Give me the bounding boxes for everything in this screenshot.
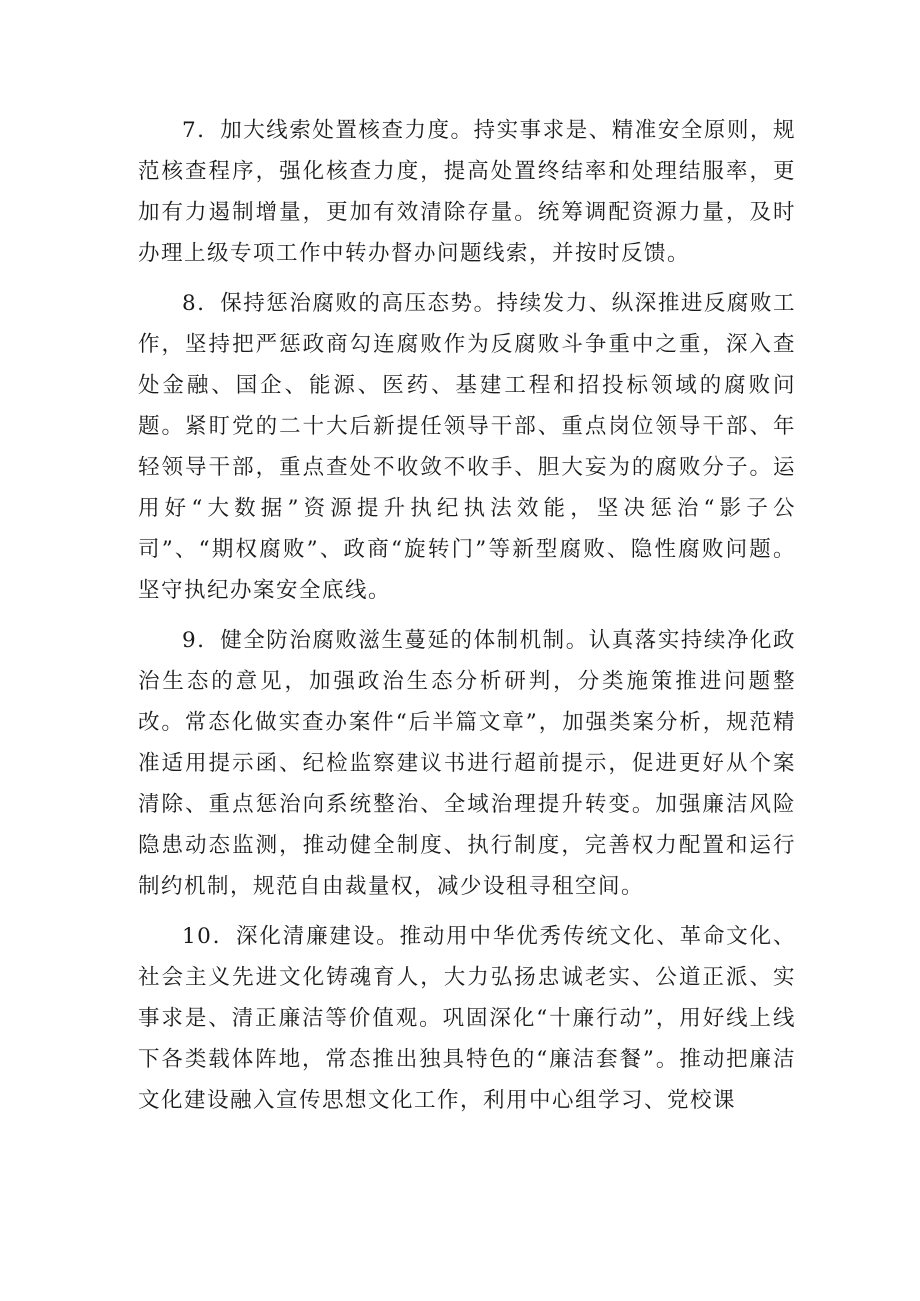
document-body xyxy=(138,110,796,1130)
paragraph-8: 8．保持惩治腐败的高压态势。持续发力、纵深推进反腐败工作，坚持把严惩政商勾连腐败作为反腐败斗争重中之重，深入查处金融、国企、能源、医药、基建工程和招投标领域的腐败问题。紧盯党的二十大后新提任领导干部、重点岗位领导干部、年轻领导干部，重点查处不收敛不收手、胆大妄为的腐败分子。运用好“大数据”资源提升执纪执法效能，坚决惩治“影子公司”、“期权腐败”、政商“旋转门”等新型腐败、隐性腐败问题。坚守执纪办案安全底线。 xyxy=(138,291,796,603)
paragraph-7: 7．加大线索处置核查力度。持实事求是、精准安全原则，规范核查程序，强化核查力度，提高处置终结率和处理结服率，更加有力遏制增量，更加有效清除存量。统筹调配资源力量，及时办理上级专项工作中转办督办问题线索，并按时反馈。 xyxy=(138,118,796,266)
paragraph-10: 10．深化清廉建设。推动用中华优秀传统文化、革命文化、社会主义先进文化铸魂育人，大力弘扬忠诚老实、公道正派、实事求是、清正廉洁等价值观。巩固深化“十廉行动”，用好线上线下各类载体阵地，常态推出独具特色的“廉洁套餐”。推动把廉洁文化建设融入宣传思想文化工作，利用中心组学习、党校课 xyxy=(138,924,796,1113)
paragraph-9: 9．健全防治腐败滋生蔓延的体制机制。认真落实持续净化政治生态的意见，加强政治生态分析研判，分类施策推进问题整改。常态化做实查办案件“后半篇文章”，加强类案分析，规范精准适用提示函、纪检监察建议书进行超前提示，促进更好从个案清除、重点惩治向系统整治、全域治理提升转变。加强廉洁风险隐患动态监测，推动健全制度、执行制度，完善权力配置和运行制约机制，规范自由裁量权，减少设租寻租空间。 xyxy=(138,628,796,899)
